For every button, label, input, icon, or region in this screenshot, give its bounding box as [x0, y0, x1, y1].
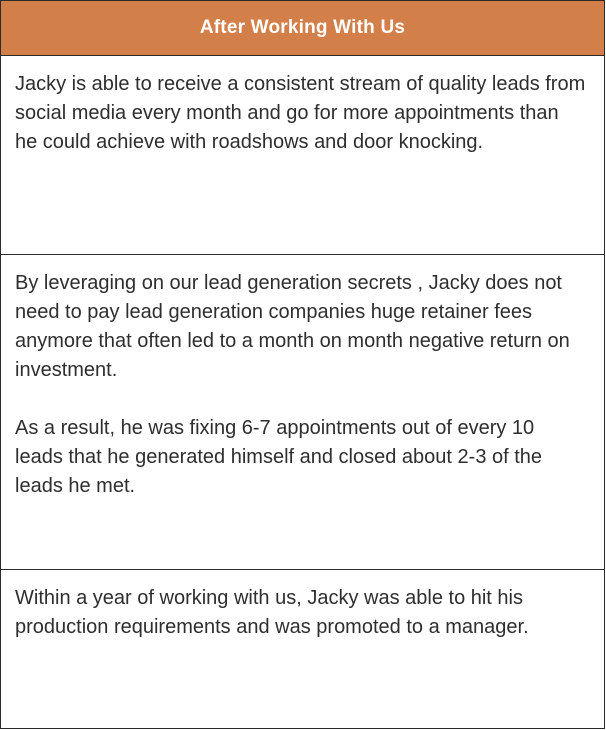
table-row — [1, 56, 604, 255]
table-header: After Working With Us — [1, 1, 604, 56]
table-row — [1, 570, 604, 730]
row-paragraph: By leveraging on our lead generation secrets , Jacky does not need to pay lead generation companies huge retainer fees anymore that often led to a month on month negative return on investment. — [15, 272, 570, 381]
table-row — [1, 255, 604, 570]
row-paragraph: Jacky is able to receive a consistent stream of quality leads from social media every month and go for more appointments than he could achieve with roadshows and door knocking. — [15, 73, 586, 153]
row-paragraph: As a result, he was fixing 6-7 appointments out of every 10 leads that he generated himself and closed about 2-3 of the leads he met. — [15, 417, 543, 497]
row-paragraph: Within a year of working with us, Jacky was able to hit his production requirements and was promoted to a manager. — [15, 587, 529, 638]
